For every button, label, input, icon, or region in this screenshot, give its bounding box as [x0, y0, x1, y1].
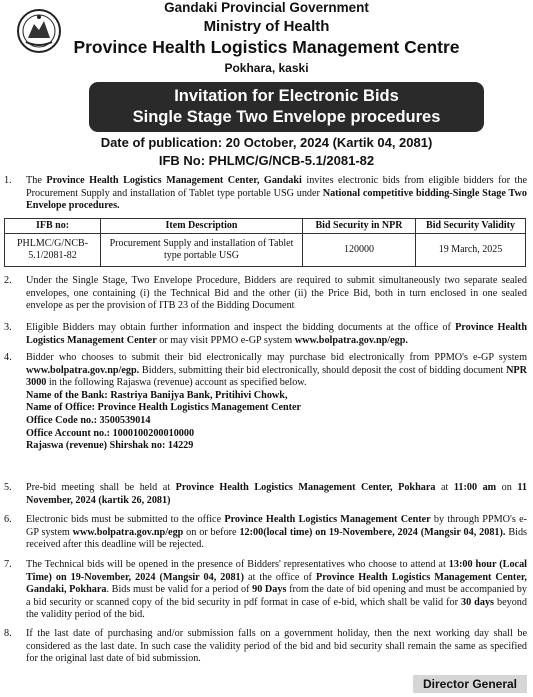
table-header: Item Description	[101, 219, 303, 234]
table-header: Bid Security Validity	[416, 219, 526, 234]
notice-subtitle: Single Stage Two Envelope procedures	[132, 108, 441, 126]
government-name: Gandaki Provincial Government	[164, 0, 369, 15]
clause-text: Eligible Bidders may obtain further information and inspect the bidding documents at the office of Province Health Logistics Management Center or may visit PPMO e-GP system www.bolpatra.gov.np/egp.	[26, 322, 527, 346]
table-cell: Procurement Supply and installation of Tablet type portable USG	[101, 234, 303, 267]
table-header: IFB no:	[5, 219, 101, 234]
office-code: Office Code no.: 3500539014	[26, 414, 151, 426]
office-name: Province Health Logistics Management Centre	[73, 37, 460, 57]
bid-table	[4, 218, 526, 267]
table-header: Bid Security in NPR	[303, 219, 416, 234]
clause-text: Pre-bid meeting shall be held at Province Health Logistics Management Center, Pokhara at 11:00 am on 11 November, 2024 (kartik 26, 2081)	[26, 482, 527, 506]
office-name-account: Name of Office: Province Health Logistics Management Center	[26, 402, 302, 414]
table-row	[5, 234, 526, 267]
clause-number: 5.	[4, 482, 12, 493]
office-account-number: Office Account no.: 1000100200010000	[26, 427, 195, 439]
ifb-number: IFB No: PHLMC/G/NCB-5.1/2081-82	[158, 153, 375, 168]
rajaswa-shirshak: Rajaswa (revenue) Shirshak no: 14229	[26, 440, 194, 452]
clause-number: 4.	[4, 352, 12, 363]
clause-number: 2.	[4, 275, 12, 286]
clause-number: 8.	[4, 628, 12, 639]
notice-title: Invitation for Electronic Bids	[174, 87, 399, 105]
clause-text: Bidder who chooses to submit their bid electronically may purchase bid electronically from PPMO's e-GP system www.bolpatra.gov.np/egp. Bidders, submitting their bid electronically, should deposit the cost of bidding document NPR 3000 in the following Rajaswa (revenue) account as specified below. Name of the Bank: Rastriya Banijya Bank, Pritihivi Chowk, Name of Office: Province Health Logistics Management Center Office Code no.: 3500539014 Office Account no.: 1000100200010000 Rajaswa (revenue) Shirshak no: 14229	[26, 352, 527, 452]
clause-number: 3.	[4, 322, 12, 333]
ministry-name: Ministry of Health	[203, 18, 330, 35]
clause-text: Electronic bids must be submitted to the office Province Health Logistics Management Center by through PPMO's e-GP system www.bolpatra.gov.np/egp on or before 12:00(local time) on 19-Novembere, 2024 (Mangsir 04, 2081). Bids received after this deadline will be rejected.	[26, 514, 528, 551]
signatory-label: Director General	[413, 675, 527, 693]
clause-text: The Technical bids will be opened in the presence of Bidders' representatives who choose to attend at 13:00 hour (Local Time) on 19-November, 2024 (Mangsir 04, 2081) at the office of Province Health Logistics Management Center, Gandaki, Pokhara. Bids must be valid for a period of 90 Days from the date of bid opening and must be accompanied by a bid security or scanned copy of the bid security in pdf format in case of e-bid, which shall be valid for 30 days beyond the validity period of the bid.	[26, 559, 528, 621]
clause-text: If the last date of purchasing and/or submission falls on a government holiday, then the next working day shall be considered as the last date. In such case the validity period of the bid and bid security shall remain the same as specified for the original last date of bid submission.	[26, 628, 527, 665]
table-cell: PHLMC/G/NCB-5.1/2081-82	[5, 234, 101, 267]
table-cell: 120000	[303, 234, 416, 267]
table-cell: 19 March, 2025	[416, 234, 526, 267]
clause-number: 6.	[4, 514, 12, 525]
clause-number: 7.	[4, 559, 12, 570]
table-header-row	[5, 219, 526, 234]
bank-name: Name of the Bank: Rastriya Banijya Bank, Pritihivi Chowk,	[26, 389, 288, 401]
clause-number: 1.	[4, 175, 12, 186]
clause-text: Under the Single Stage, Two Envelope Procedure, Bidders are required to submit simultaneously two separate sealed envelopes, one containing (i) the Technical Bid and the other (ii) the Price Bid, both in turn enclosed in one sealed envelope as per the provision of ITB 23 of the Bidding Document	[26, 275, 527, 312]
clause-text: The Province Health Logistics Management Center, Gandaki invites electronic bids from eligible bidders for the Procurement Supply and installation of Tablet type portable USG under National competitive bidding-Single Stage Two Envelope procedures.	[26, 175, 527, 212]
office-location: Pokhara, kaski	[224, 61, 309, 75]
publication-date: Date of publication: 20 October, 2024 (Kartik 04, 2081)	[100, 135, 433, 150]
notice-title-banner	[89, 82, 484, 132]
